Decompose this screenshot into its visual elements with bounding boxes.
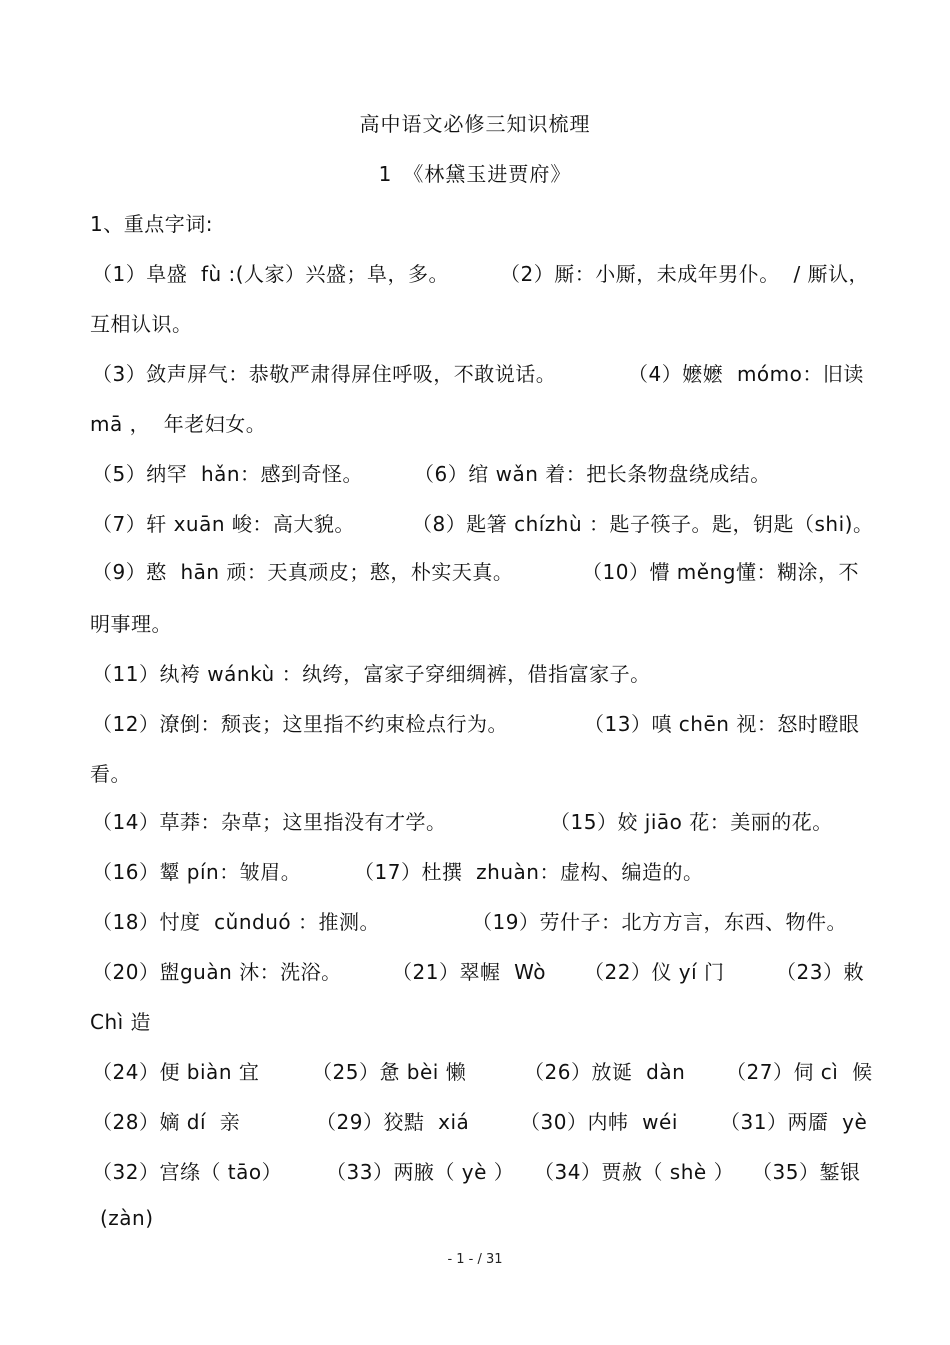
entry-8: （8）匙箸 chízhù ：匙子筷子。匙，钥匙（shi)。	[412, 512, 874, 536]
entry-22: （22）仪 yí 门	[584, 960, 725, 984]
entry-24: （24）便 biàn 宜	[92, 1060, 260, 1084]
entry-17: （17）杜撰 zhuàn：虚构、编造的。	[354, 860, 704, 884]
document-title: 高中语文必修三知识梳理	[359, 112, 591, 136]
entry-1: （1）阜盛 fù :(人家）兴盛；阜，多。	[92, 262, 450, 286]
entry-5: （5）纳罕 hǎn：感到奇怪。	[92, 462, 364, 486]
entry-29: （29）狡黠 xiá	[316, 1110, 470, 1134]
entry-34: （34）贾赦（ shè ）	[534, 1160, 735, 1184]
entry-2: （2）厮：小厮，未成年男仆。 / 厮认，	[500, 262, 870, 286]
entry-19: （19）劳什子：北方方言，东西、物件。	[472, 910, 847, 934]
entry-35: （35）錾银	[752, 1160, 861, 1184]
entry-16: （16）颦 pín：皱眉。	[92, 860, 302, 884]
entry-11: （11）纨袴 wánkù ：纨绔，富家子穿细绸裤，借指富家子。	[92, 662, 651, 686]
entry-3: （3）敛声屏气：恭敬严肃得屏住呼吸，不敢说话。	[92, 362, 557, 386]
entry-13: （13）嗔 chēn 视：怒时瞪眼	[584, 712, 860, 736]
entry-18: （18）忖度 cǔnduó ：推测。	[92, 910, 380, 934]
entry-2-continued: 互相认识。	[90, 312, 193, 336]
page-number: - 1 - / 31	[447, 1252, 503, 1267]
entry-30: （30）内帏 wéi	[520, 1110, 678, 1134]
entry-10: （10）懵 měng懂：糊涂，不	[582, 560, 859, 584]
entry-27: （27）伺 cì 候	[726, 1060, 873, 1084]
entry-6: （6）绾 wǎn 着：把长条物盘绕成结。	[414, 462, 771, 486]
entry-10-continued: 明事理。	[90, 612, 172, 636]
entry-12: （12）潦倒：颓丧；这里指不约束检点行为。	[92, 712, 508, 736]
entry-33: （33）两腋（ yè ）	[326, 1160, 515, 1184]
entry-15: （15）姣 jiāo 花：美丽的花。	[550, 810, 833, 834]
entry-35-continued: (zàn)	[100, 1206, 154, 1230]
entry-28: （28）嫡 dí 亲	[92, 1110, 241, 1134]
entry-9: （9）憨 hān 顽：天真顽皮；憨，朴实天真。	[92, 560, 514, 584]
entry-4-continued: mā ， 年老妇女。	[90, 412, 267, 436]
entry-7: （7）轩 xuān 峻：高大貌。	[92, 512, 355, 536]
entry-31: （31）两靥 yè	[720, 1110, 868, 1134]
entry-25: （25）惫 bèi 懒	[312, 1060, 467, 1084]
entry-26: （26）放诞 dàn	[524, 1060, 686, 1084]
entry-32: （32）宫绦（ tāo）	[92, 1160, 283, 1184]
entry-13-continued: 看。	[90, 762, 131, 786]
entry-14: （14）草莽：杂草；这里指没有才学。	[92, 810, 447, 834]
lesson-title: 1 《林黛玉进贾府》	[378, 162, 572, 186]
entry-20: （20）盥guàn 沐：洗浴。	[92, 960, 342, 984]
entry-23: （23）敕	[776, 960, 864, 984]
entry-4: （4）嬷嬷 mómo：旧读	[628, 362, 864, 386]
section-heading: 1、重点字词:	[90, 212, 213, 236]
entry-21: （21）翠幄 Wò	[392, 960, 547, 984]
entry-23-continued: Chì 造	[90, 1010, 152, 1034]
